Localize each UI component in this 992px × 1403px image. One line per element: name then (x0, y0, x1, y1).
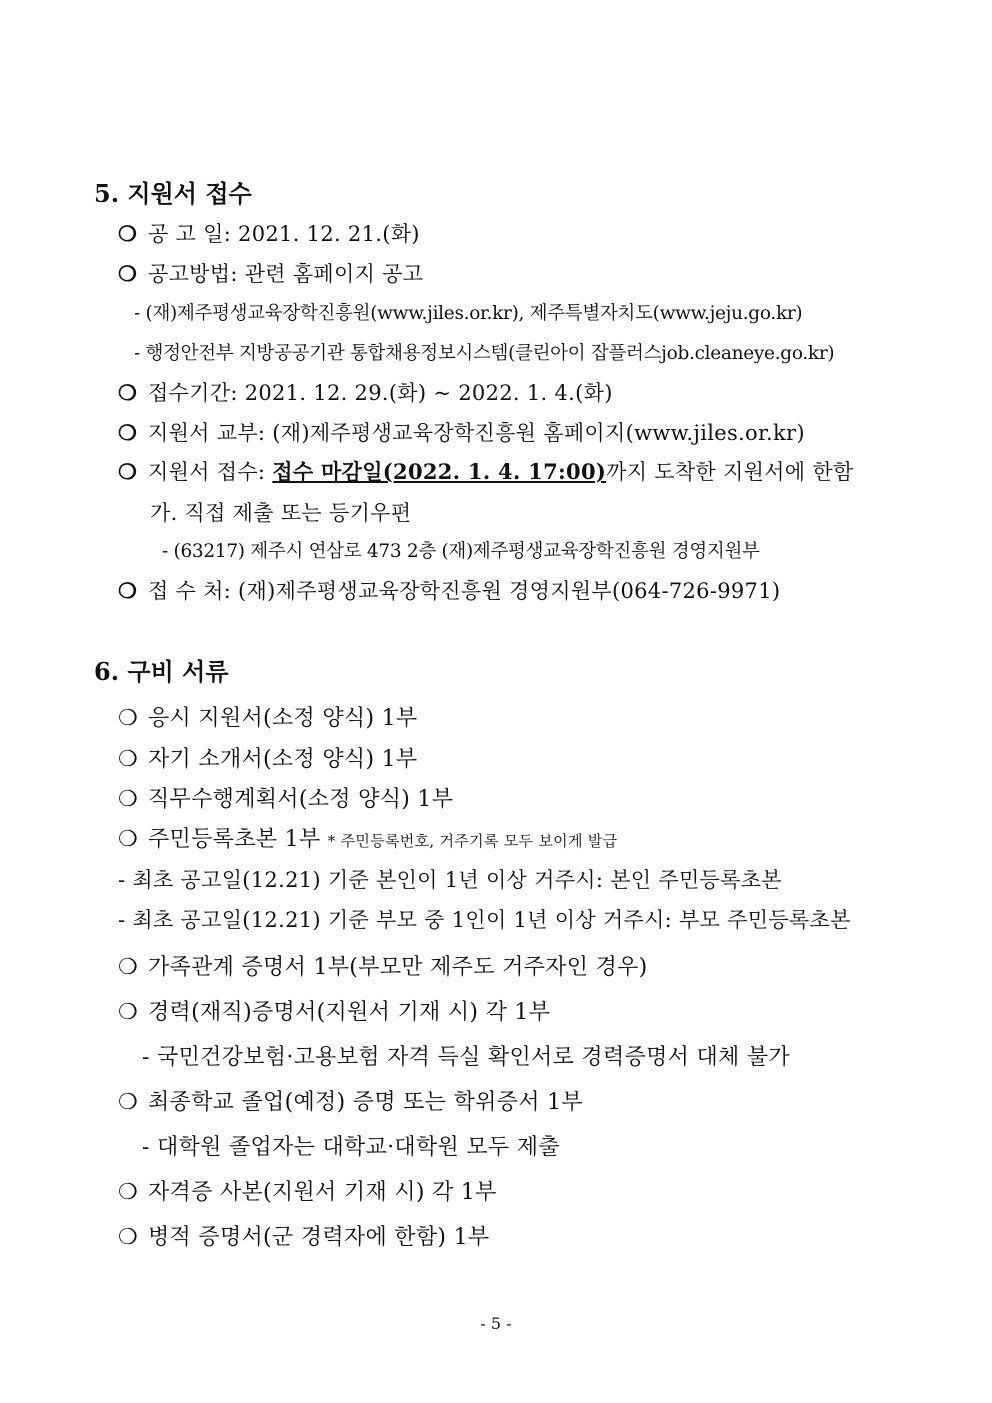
notice-method-sub-2: - 행정안전부 지방공공기관 통합채용정보시스템(클린아이 잡플러스job.cleaneye.go.kr) (134, 343, 835, 364)
resident-abstract-note: * 주민등록번호, 거주기록 모두 보이게 발급 (327, 832, 618, 850)
bullet-icon: ❍ (118, 955, 139, 980)
list-item (118, 417, 805, 447)
career-certificate-sub: - 국민건강보험·고용보험 자격 득실 확인서로 경력증명서 대체 불가 (142, 1045, 790, 1070)
bullet-icon: ❍ (118, 747, 139, 772)
list-item (118, 1085, 583, 1116)
bullet-icon: ❍ (118, 221, 138, 246)
bullet-icon: ❍ (118, 380, 138, 405)
receipt-period: 접수기간: 2021. 12. 29.(화) ~ 2022. 1. 4.(화) (148, 381, 613, 405)
doc-family-relation: 가족관계 증명서 1부(부모만 제주도 거주자인 경우) (148, 955, 648, 980)
receipt-label: 지원서 접수: (148, 460, 273, 484)
bullet-icon: ❍ (118, 1090, 139, 1115)
notice-method: 공고방법: 관련 홈페이지 공고 (148, 262, 424, 286)
bullet-icon: ❍ (118, 787, 139, 812)
doc-graduation: 최종학교 졸업(예정) 증명 또는 학위증서 1부 (148, 1090, 583, 1115)
bullet-icon: ❍ (118, 827, 139, 852)
bullet-icon: ❍ (118, 261, 138, 286)
receipt-contact: 접 수 처: (재)제주평생교육장학진흥원 경영지원부(064-726-9971) (148, 579, 781, 603)
section-5-title: 5. 지원서 접수 (94, 179, 252, 208)
doc-career-certificate: 경력(재직)증명서(지원서 기재 시) 각 1부 (148, 1000, 551, 1025)
list-item (118, 822, 617, 853)
receipt-suffix: 까지 도착한 지원서에 한함 (606, 460, 854, 484)
list-item (118, 1220, 489, 1251)
list-item (118, 456, 854, 486)
list-item (118, 742, 417, 773)
doc-self-intro: 자기 소개서(소정 양식) 1부 (148, 747, 418, 772)
list-item (118, 258, 423, 288)
page-number: - 5 - (480, 1314, 512, 1333)
receipt-deadline: 접수 마감일(2022. 1. 4. 17:00) (272, 459, 607, 484)
resident-abstract-sub-2: - 최초 공고일(12.21) 기준 부모 중 1인이 1년 이상 거주시: 부모 주민등록초본 (118, 908, 851, 932)
receipt-address: - (63217) 제주시 연삼로 473 2층 (재)제주평생교육장학진흥원 경영지원부 (162, 541, 760, 562)
receipt-method: 가. 직접 제출 또는 등기우편 (150, 501, 412, 525)
doc-military-record: 병적 증명서(군 경력자에 한함) 1부 (148, 1225, 490, 1250)
section-6-title: 6. 구비 서류 (94, 657, 229, 686)
bullet-icon: ❍ (118, 1000, 139, 1025)
doc-job-plan: 직무수행계획서(소정 양식) 1부 (148, 787, 454, 812)
bullet-icon: ❍ (118, 706, 139, 731)
bullet-icon: ❍ (118, 420, 138, 445)
list-item (118, 377, 613, 407)
doc-application: 응시 지원서(소정 양식) 1부 (148, 706, 418, 731)
list-item (118, 575, 780, 605)
notice-date: 공 고 일: 2021. 12. 21.(화) (148, 222, 420, 246)
bullet-icon: ❍ (118, 1225, 139, 1250)
application-distribution: 지원서 교부: (재)제주평생교육장학진흥원 홈페이지(www.jiles.or.kr) (148, 421, 805, 445)
list-item (118, 950, 648, 981)
list-item (118, 218, 420, 248)
graduation-sub: - 대학원 졸업자는 대학교·대학원 모두 제출 (142, 1135, 560, 1160)
list-item (118, 701, 417, 732)
doc-resident-abstract: 주민등록초본 1부 (148, 827, 321, 852)
resident-abstract-sub-1: - 최초 공고일(12.21) 기준 본인이 1년 이상 거주시: 본인 주민등록초본 (118, 868, 782, 892)
list-item (118, 782, 453, 813)
bullet-icon: ❍ (118, 1180, 139, 1205)
doc-license-copy: 자격증 사본(지원서 기재 시) 각 1부 (148, 1180, 497, 1205)
list-item (118, 995, 550, 1026)
notice-method-sub-1: - (재)제주평생교육장학진흥원(www.jiles.or.kr), 제주특별자치도(www.jeju.go.kr) (134, 303, 803, 324)
bullet-icon: ❍ (118, 459, 138, 484)
bullet-icon: ❍ (118, 578, 138, 603)
list-item (118, 1175, 497, 1206)
